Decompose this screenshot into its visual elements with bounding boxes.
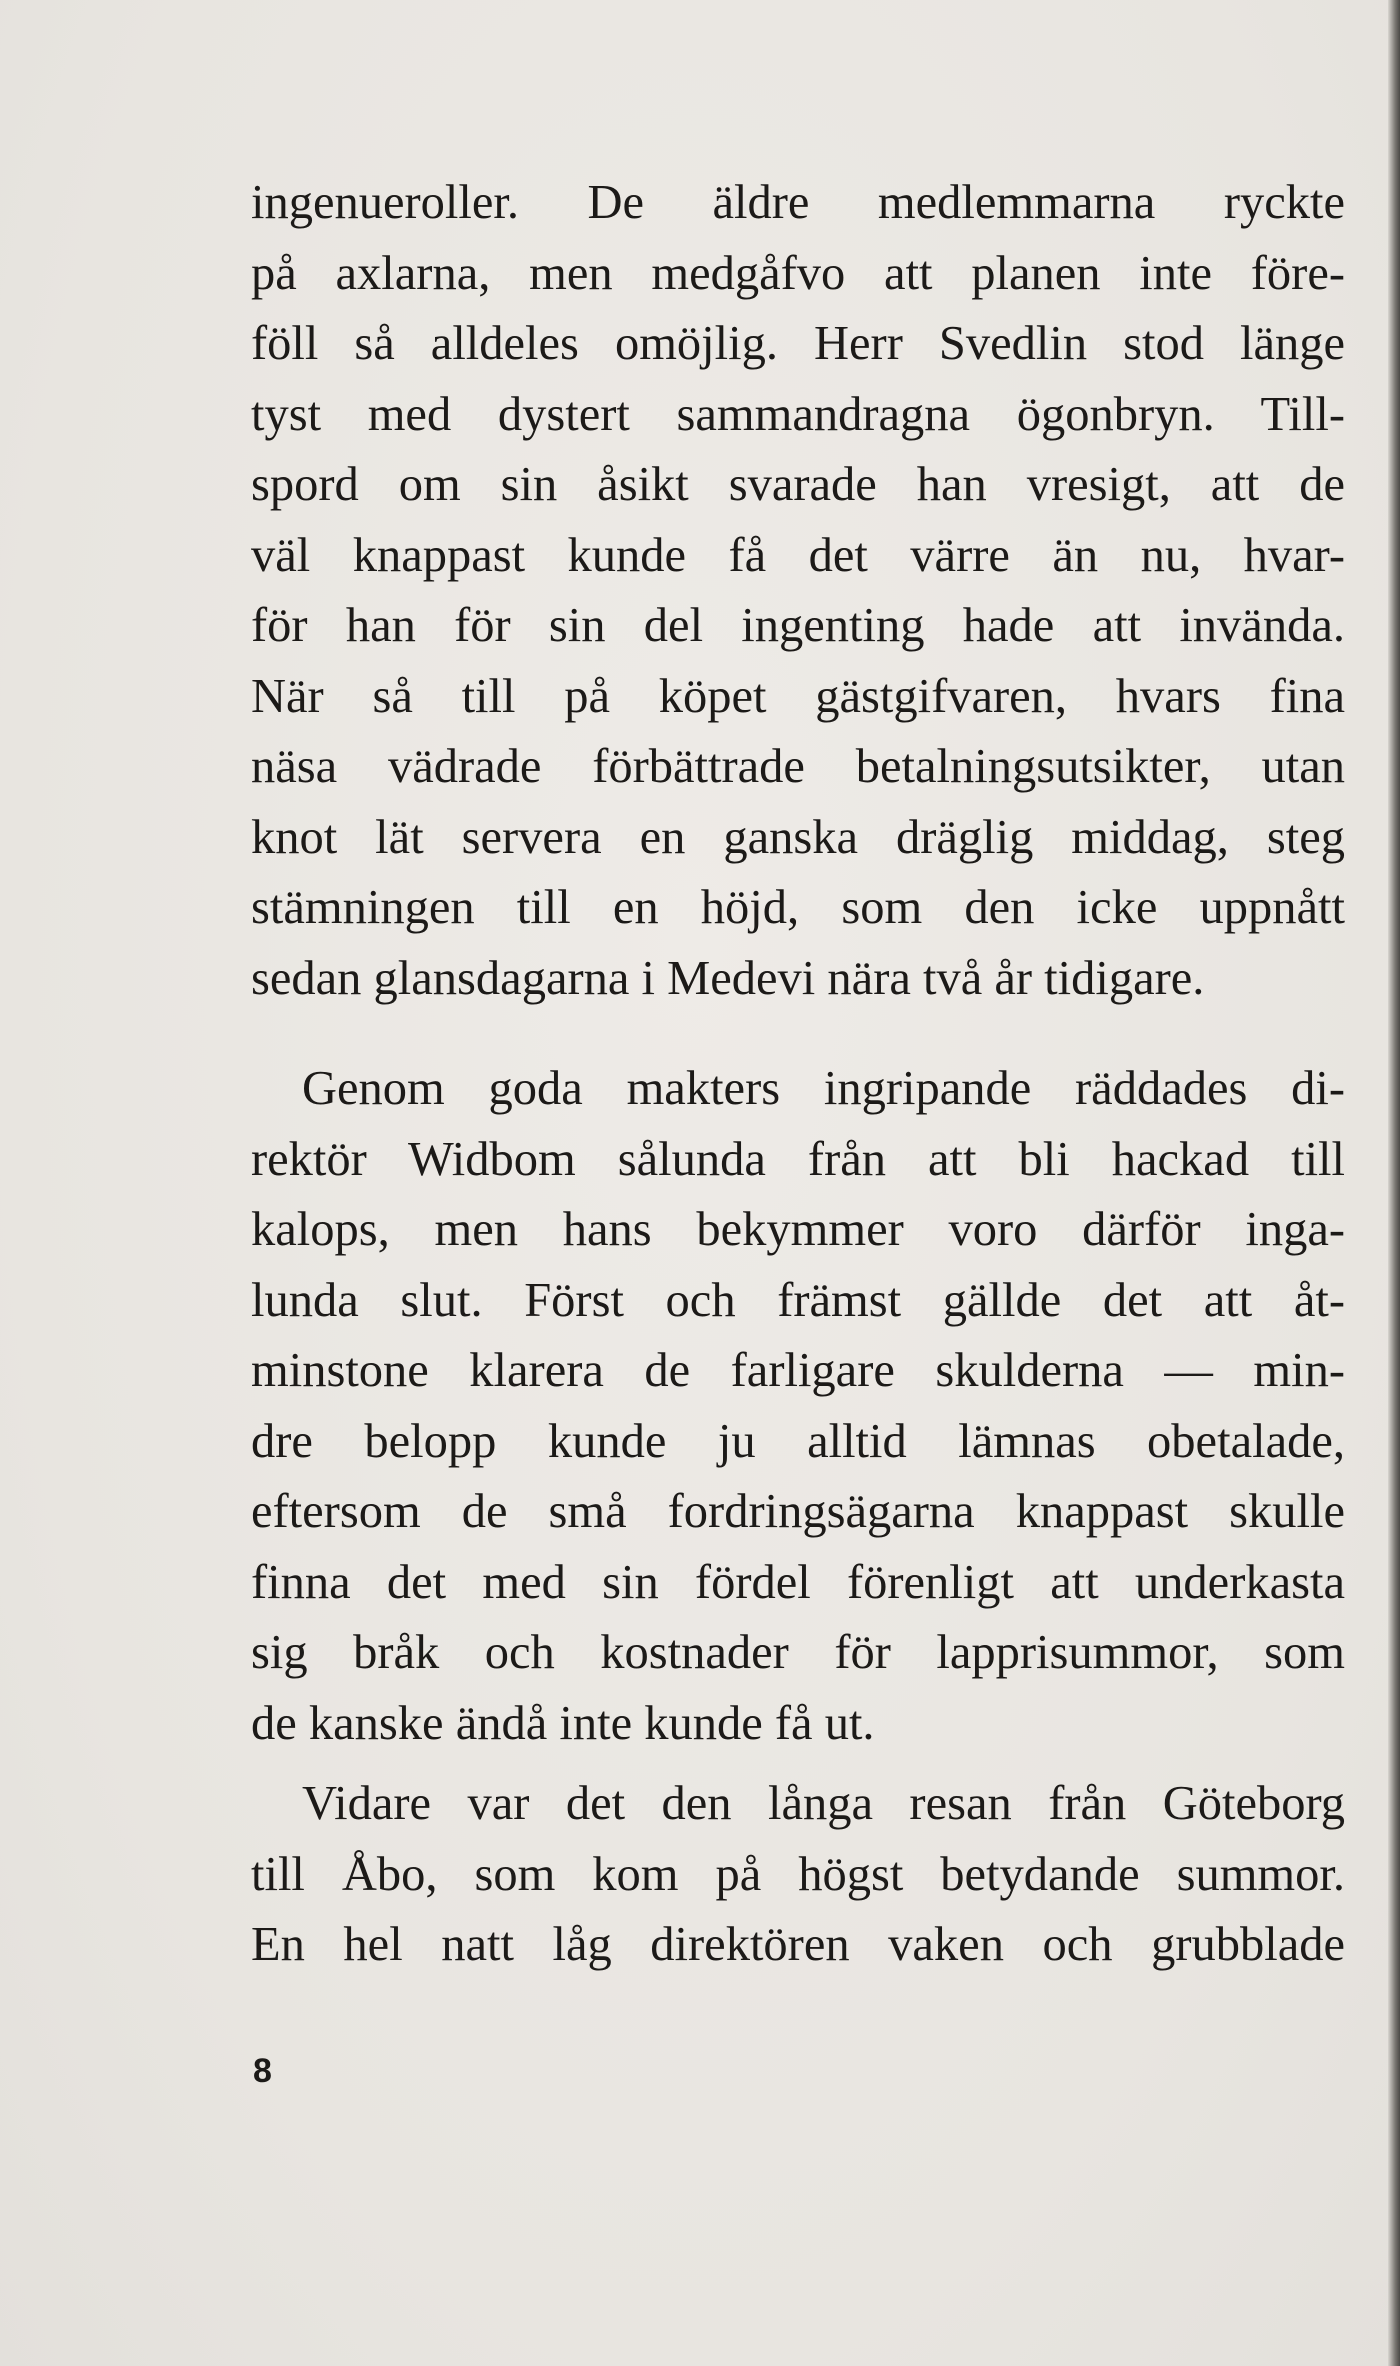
body-text (251, 168, 1345, 1981)
paragraph-3 (251, 1769, 1345, 1981)
text-line: När så till på köpet gästgifvaren, hvars fina (251, 669, 1345, 723)
text-line: sedan glansdagarna i Medevi nära två år tidigare. (251, 951, 1205, 1005)
text-line: föll så alldeles omöjlig. Herr Svedlin stod länge (251, 317, 1345, 370)
text-line: kalops, men hans bekymmer voro därför inga- (251, 1203, 1345, 1256)
page-number: 8 (253, 2052, 272, 2090)
text-line: för han för sin del ingenting hade att invända. (251, 599, 1345, 652)
text-line: näsa vädrade förbättrade betalningsutsikter, utan (251, 740, 1345, 793)
paragraph-2 (251, 1054, 1345, 1759)
text-line: Genom goda makters ingripande räddades di- (302, 1062, 1345, 1115)
text-line: sig bråk och kostnader för lapprisummor, som (251, 1626, 1345, 1679)
text-line: stämningen till en höjd, som den icke uppnått (251, 881, 1345, 934)
text-line: Vidare var det den långa resan från Göteborg (302, 1777, 1345, 1830)
text-line: lunda slut. Först och främst gällde det att åt- (251, 1273, 1345, 1327)
text-line: de kanske ändå inte kunde få ut. (251, 1696, 875, 1750)
text-line: rektör Widbom sålunda från att bli hackad till (251, 1132, 1345, 1186)
text-line: till Åbo, som kom på högst betydande summor. (251, 1847, 1345, 1901)
paragraph-1 (251, 168, 1345, 1014)
text-line: knot lät servera en ganska dräglig middag, steg (251, 810, 1345, 864)
text-line: minstone klarera de farligare skulderna — min- (251, 1344, 1345, 1397)
text-line: finna det med sin fördel förenligt att underkasta (251, 1555, 1345, 1609)
page-edge-shadow (1388, 0, 1400, 2366)
text-line: eftersom de små fordringsägarna knappast skulle (251, 1485, 1345, 1538)
text-line: dre belopp kunde ju alltid lämnas obetalade, (251, 1414, 1345, 1468)
text-line: på axlarna, men medgåfvo att planen inte före- (251, 246, 1345, 300)
text-line: En hel natt låg direktören vaken och grubblade (251, 1918, 1345, 1971)
text-line: ingenueroller. De äldre medlemmarna ryckte (251, 176, 1345, 229)
text-line: väl knappast kunde få det värre än nu, hvar- (251, 528, 1345, 582)
text-line: spord om sin åsikt svarade han vresigt, att de (251, 458, 1345, 511)
text-line: tyst med dystert sammandragna ögonbryn. Till- (251, 387, 1345, 441)
